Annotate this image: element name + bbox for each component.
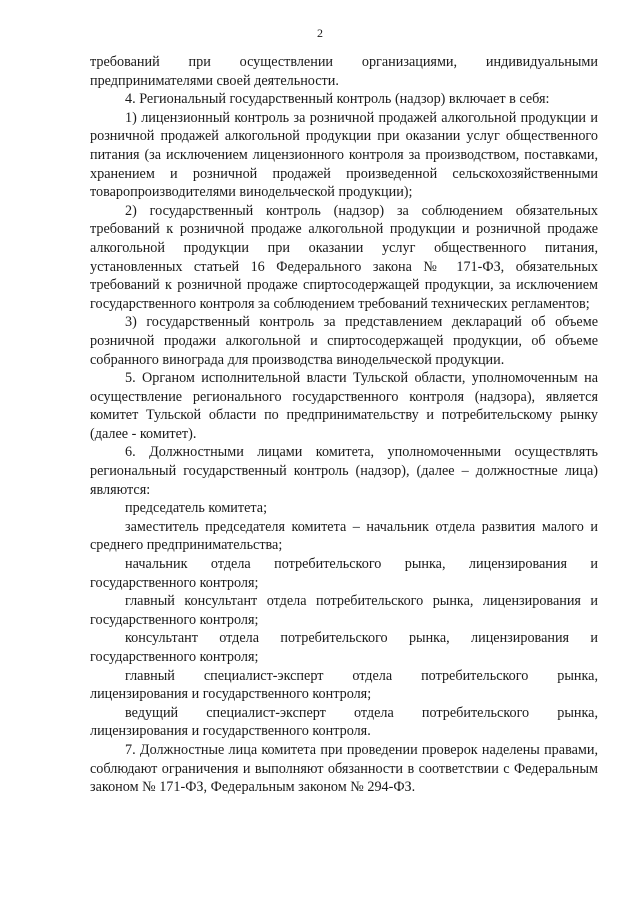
paragraph-item-7: 7. Должностные лица комитета при проведении проверок наделены правами, соблюдают ограничения и выполняют обязанности в соответствии с Федеральным законом № 171-ФЗ, Федеральным законом № 294-ФЗ. xyxy=(90,741,598,796)
paragraph-subitem-2: 2) государственный контроль (надзор) за соблюдением обязательных требований к розничной продаже алкогольной продукции и розничной продаже алкогольной продукции при оказании услуг общественного питания, установленных статьей 16 Федерального закона № 171-ФЗ, обязательных требований к розничной продаже спиртосодержащей продукции, за исключением государственного контроля за соблюдением требований технических регламентов; xyxy=(90,202,598,312)
paragraph-item-4: 4. Региональный государственный контроль (надзор) включает в себя: xyxy=(125,91,550,108)
paragraph-subitem-1: 1) лицензионный контроль за розничной продажей алкогольной продукции и розничной продажей алкогольной продукции при оказании услуг общественного питания (за исключением лицензионного контроля за производством, поставками, хранением и розничной продажей произведенной сельскохозяйственными товаропроизводителями винодельческой продукции); xyxy=(90,109,598,201)
paragraph-item-5: 5. Органом исполнительной власти Тульской области, уполномоченным на осуществление регионального государственного контроля (надзора), является комитет Тульской области по предпринимательству и потребительскому рынку (далее - комитет). xyxy=(90,370,598,442)
official-list-item: председатель комитета; xyxy=(125,500,268,517)
page-number: 2 xyxy=(317,26,323,40)
official-list-item: ведущий специалист-эксперт отдела потребительского рынка, лицензирования и государственного контроля. xyxy=(90,704,598,740)
official-list-item: начальник отдела потребительского рынка, лицензирования и государственного контроля; xyxy=(90,556,598,591)
official-list-item: главный специалист-эксперт отдела потребительского рынка, лицензирования и государственного контроля; xyxy=(90,667,598,703)
document-body xyxy=(90,53,598,797)
official-list-item: консультант отдела потребительского рынка, лицензирования и государственного контроля; xyxy=(90,630,598,665)
official-list-item: заместитель председателя комитета – начальник отдела развития малого и среднего предпринимательства; xyxy=(90,518,598,554)
paragraph-subitem-3: 3) государственный контроль за представлением деклараций об объеме розничной продажи алкогольной и спиртосодержащей продукции, об объеме собранного винограда для производства винодельческой продукции. xyxy=(90,314,598,368)
paragraph-continuation: требований при осуществлении организациями, индивидуальными предпринимателями своей деятельности. xyxy=(90,54,598,89)
paragraph-item-6: 6. Должностными лицами комитета, уполномоченными осуществлять региональный государственный контроль (надзор), (далее – должностные лица) являются: xyxy=(90,444,598,498)
official-list-item: главный консультант отдела потребительского рынка, лицензирования и государственного контроля; xyxy=(90,593,598,628)
